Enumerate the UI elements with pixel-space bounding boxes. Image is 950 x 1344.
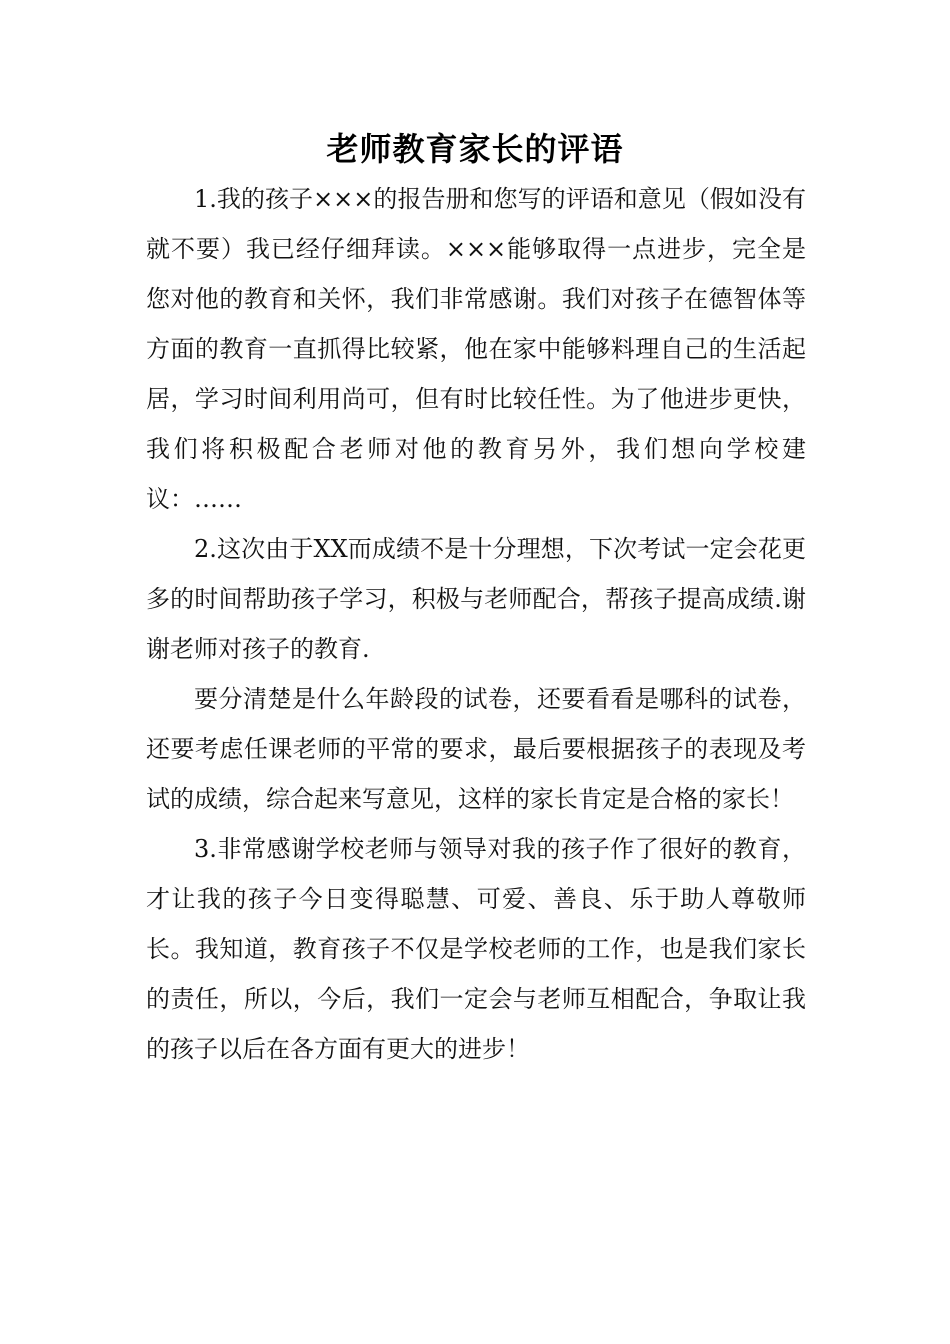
paragraph-4: 3.非常感谢学校老师与领导对我的孩子作了很好的教育，才让我的孩子今日变得聪慧、可爱、善良、乐于助人尊敬师长。我知道，教育孩子不仅是学校老师的工作，也是我们家长的责任，所以，今后，我们一定会与老师互相配合，争取让我的孩子以后在各方面有更大的进步！ [146,835,806,1063]
document-body [146,174,806,1074]
paragraph-3: 要分清楚是什么年龄段的试卷，还要看看是哪科的试卷，还要考虑任课老师的平常的要求，最后要根据孩子的表现及考试的成绩，综合起来写意见，这样的家长肯定是合格的家长！ [146,685,806,813]
paragraph-1: 1.我的孩子×××的报告册和您写的评语和意见（假如没有就不要）我已经仔细拜读。×××能够取得一点进步，完全是您对他的教育和关怀，我们非常感谢。我们对孩子在德智体等方面的教育一直抓得比较紧，他在家中能够料理自己的生活起居，学习时间利用尚可，但有时比较任性。为了他进步更快，我们将积极配合老师对他的教育另外，我们想向学校建议：…… [146,185,806,513]
paragraph-2: 2.这次由于XX而成绩不是十分理想，下次考试一定会花更多的时间帮助孩子学习，积极与老师配合，帮孩子提高成绩.谢谢老师对孩子的教育. [146,535,806,663]
document-title: 老师教育家长的评语 [326,130,624,168]
